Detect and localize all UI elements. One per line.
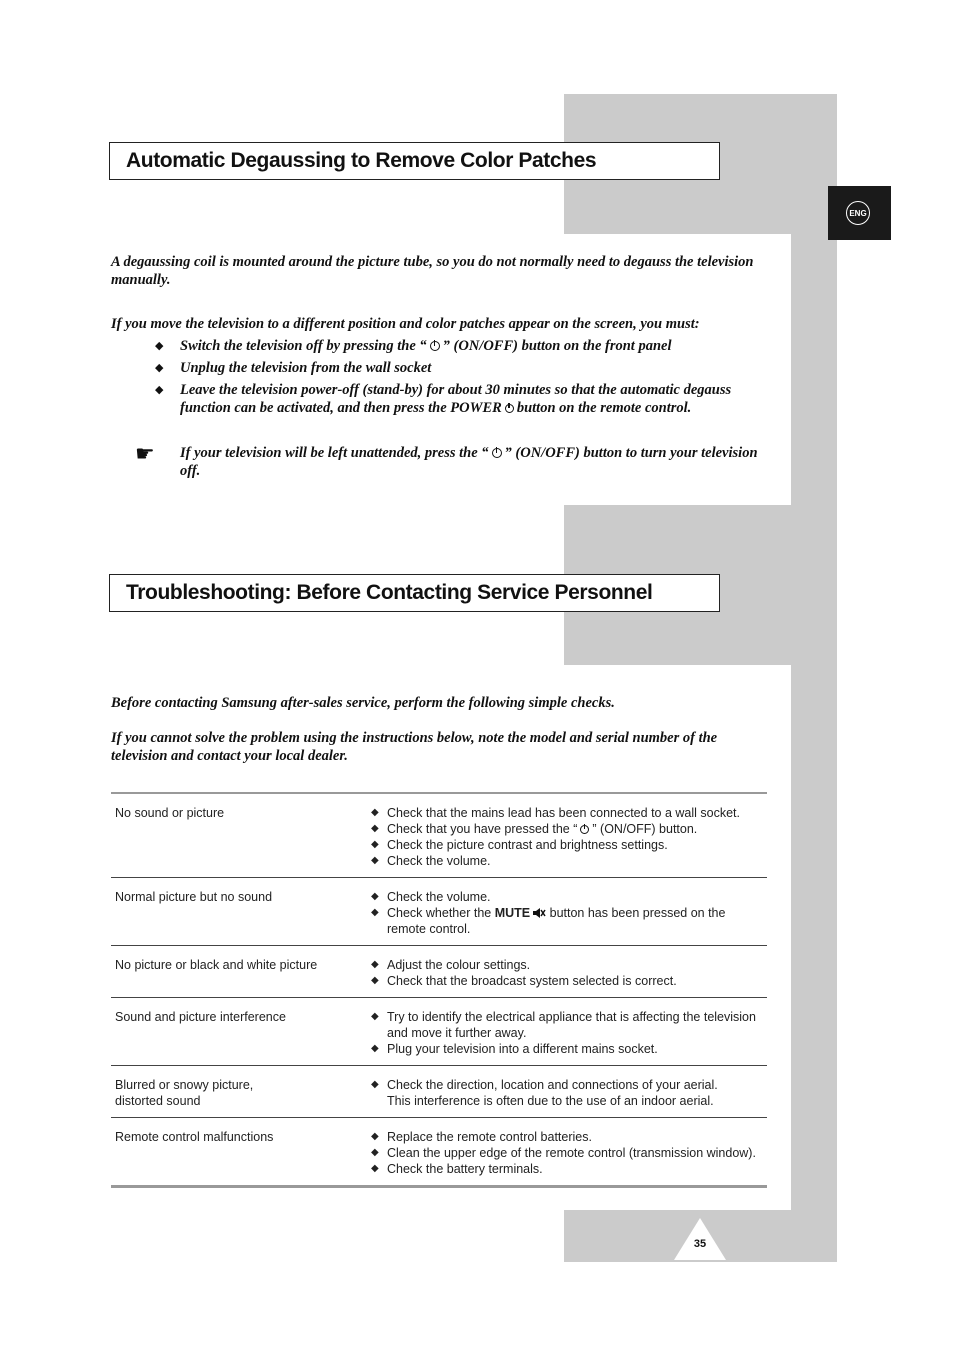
list-item: ◆ Unplug the television from the wall socket	[155, 360, 432, 376]
list-item: ◆ Check the volume.	[371, 890, 491, 904]
list-item: ◆ Leave the television power-off (stand-by) for about 30 minutes so that the automatic degauss function can be activated, and then press the POWER button on the remote control.	[155, 382, 732, 416]
troubleshoot-intro-1: Before contacting Samsung after-sales service, perform the following simple checks.	[111, 695, 615, 711]
troubleshoot-intro-2: If you cannot solve the problem using the instructions below, note the model and serial number of the television and contact your local dealer.	[111, 730, 718, 764]
list-item: ◆ Adjust the colour settings.	[371, 958, 531, 972]
checks-list	[365, 957, 767, 989]
table-row	[111, 878, 767, 946]
bullet-diamond-icon: ◆	[371, 1147, 379, 1158]
bullet-diamond-icon: ◆	[371, 891, 379, 902]
page-number: 35	[693, 1238, 707, 1250]
bullet-diamond-icon: ◆	[371, 823, 379, 834]
bullet-diamond-icon: ◆	[371, 1163, 379, 1174]
pointing-hand-icon: ☛	[135, 442, 155, 467]
bullet-diamond-icon: ◆	[371, 1043, 379, 1054]
list-item: ◆ Check the direction, location and connections of your aerial. This interference is often due to the use of an indoor aerial.	[371, 1078, 718, 1108]
bullet-diamond-icon: ◆	[371, 907, 379, 918]
bullet-diamond-icon: ◆	[371, 1011, 379, 1022]
table-row	[111, 794, 767, 878]
list-item: ◆ Check that the mains lead has been connected to a wall socket.	[371, 806, 740, 820]
table-row	[111, 946, 767, 998]
degauss-intro: A degaussing coil is mounted around the picture tube, so you do not normally need to degauss the television manually.	[111, 254, 754, 288]
problem-cell: Normal picture but no sound	[115, 890, 273, 904]
power-icon	[430, 341, 440, 351]
bullet-diamond-icon: ◆	[155, 383, 164, 396]
power-icon	[492, 448, 502, 458]
table-row	[111, 998, 767, 1066]
power-icon	[580, 825, 589, 834]
checks-list	[365, 1077, 767, 1109]
language-badge: ENG	[846, 201, 870, 225]
mute-speaker-icon	[532, 907, 546, 919]
bullet-diamond-icon: ◆	[371, 807, 379, 818]
bullet-diamond-icon: ◆	[371, 855, 379, 866]
mute-label: MUTE	[494, 906, 531, 920]
list-item: ◆ Clean the upper edge of the remote control (transmission window).	[371, 1146, 756, 1160]
checks-list	[365, 1129, 767, 1177]
list-item: ◆ Check the volume.	[371, 854, 491, 868]
bullet-diamond-icon: ◆	[155, 361, 164, 374]
list-item: ◆ Check the picture contrast and brightness settings.	[371, 838, 668, 852]
language-tab	[828, 186, 891, 240]
bullet-diamond-icon: ◆	[155, 339, 164, 352]
note-text: If your television will be left unattended, press the “ ” (ON/OFF) button to turn your television off.	[180, 445, 758, 479]
problem-cell: Remote control malfunctions	[115, 1130, 274, 1144]
problem-cell: No sound or picture	[115, 806, 225, 820]
checks-list	[365, 1009, 767, 1057]
gray-band-right-1	[791, 234, 837, 506]
list-item: ◆ Plug your television into a different mains socket.	[371, 1042, 658, 1056]
section-heading-degaussing	[109, 142, 720, 180]
power-icon	[505, 404, 514, 413]
table-row	[111, 1066, 767, 1118]
bullet-diamond-icon: ◆	[371, 1131, 379, 1142]
list-item: ◆ Check the battery terminals.	[371, 1162, 543, 1176]
bullet-diamond-icon: ◆	[371, 959, 379, 970]
section-heading-troubleshooting	[109, 574, 720, 612]
section-title: Troubleshooting: Before Contacting Service Personnel	[126, 581, 653, 604]
checks-list	[365, 889, 767, 937]
troubleshooting-table	[111, 792, 767, 1188]
list-item: ◆ Check whether the MUTE button has been pressed on the remote control.	[371, 906, 726, 936]
checks-list	[365, 805, 767, 869]
bullet-diamond-icon: ◆	[371, 839, 379, 850]
list-item: ◆ Switch the television off by pressing the “ ” (ON/OFF) button on the front panel	[155, 338, 672, 354]
list-item: ◆ Replace the remote control batteries.	[371, 1130, 592, 1144]
degauss-steps	[155, 337, 775, 421]
gray-band-right-2	[791, 664, 837, 1212]
list-item: ◆ Check that you have pressed the “ ” (ON/OFF) button.	[371, 822, 698, 836]
section-title: Automatic Degaussing to Remove Color Patches	[126, 149, 597, 172]
problem-cell: Blurred or snowy picture, distorted sound	[115, 1078, 254, 1108]
table-row	[111, 1118, 767, 1185]
list-item: ◆ Try to identify the electrical appliance that is affecting the television and move it further away.	[371, 1010, 756, 1040]
list-item: ◆ Check that the broadcast system selected is correct.	[371, 974, 677, 988]
degauss-lead: If you move the television to a different position and color patches appear on the screen, you must:	[111, 316, 700, 332]
problem-cell: No picture or black and white picture	[115, 958, 318, 972]
bullet-diamond-icon: ◆	[371, 975, 379, 986]
bullet-diamond-icon: ◆	[371, 1079, 379, 1090]
problem-cell: Sound and picture interference	[115, 1010, 286, 1024]
